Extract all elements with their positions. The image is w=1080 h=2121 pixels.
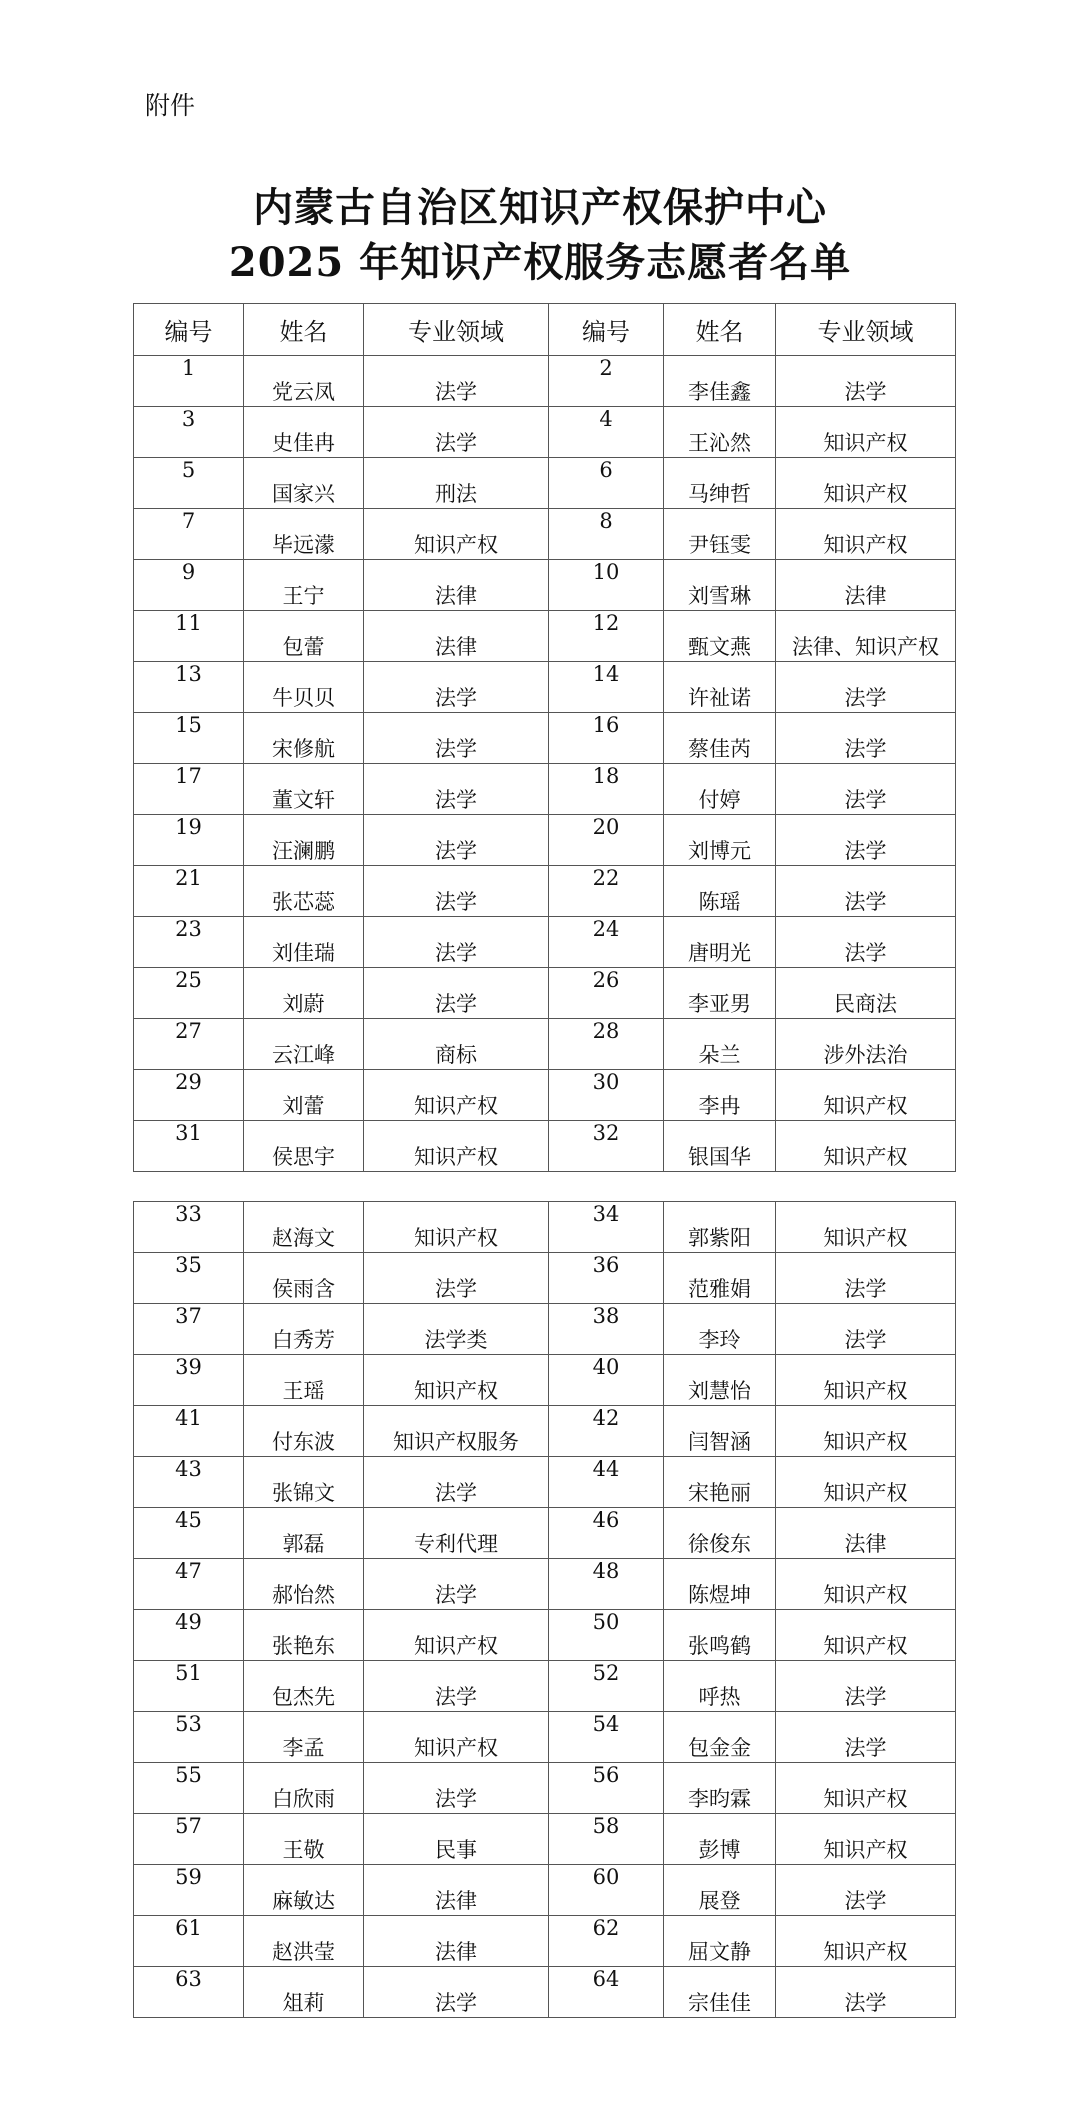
table-row (134, 1202, 956, 1253)
cell-name: 闫智涵 (664, 1406, 776, 1457)
table-row (134, 815, 956, 866)
table-row (134, 713, 956, 764)
cell-name: 屈文静 (664, 1916, 776, 1967)
table-row (134, 1661, 956, 1712)
table-row (134, 1019, 956, 1070)
cell-field: 法律 (364, 560, 549, 611)
cell-name: 李玲 (664, 1304, 776, 1355)
cell-name: 张锦文 (244, 1457, 364, 1508)
cell-number: 30 (549, 1070, 664, 1121)
cell-number: 6 (549, 458, 664, 509)
volunteer-table-2 (133, 1201, 956, 2018)
table-row (134, 1865, 956, 1916)
cell-name: 李昀霖 (664, 1763, 776, 1814)
cell-field: 法学 (364, 866, 549, 917)
cell-number: 64 (549, 1967, 664, 2018)
cell-field: 法学 (364, 1967, 549, 2018)
cell-field: 知识产权 (776, 1559, 956, 1610)
cell-field: 法律 (364, 611, 549, 662)
table-row (134, 1121, 956, 1172)
cell-field: 法律、知识产权 (776, 611, 956, 662)
cell-field: 知识产权 (776, 1610, 956, 1661)
cell-field: 法律 (364, 1865, 549, 1916)
cell-number: 5 (134, 458, 244, 509)
cell-name: 刘佳瑞 (244, 917, 364, 968)
cell-number: 61 (134, 1916, 244, 1967)
cell-number: 54 (549, 1712, 664, 1763)
cell-name: 唐明光 (664, 917, 776, 968)
cell-field: 刑法 (364, 458, 549, 509)
title-line-1: 内蒙古自治区知识产权保护中心 (253, 184, 827, 231)
cell-name: 王敬 (244, 1814, 364, 1865)
header-cell: 姓名 (244, 304, 364, 356)
cell-field: 法学 (776, 1712, 956, 1763)
cell-number: 38 (549, 1304, 664, 1355)
cell-name: 白欣雨 (244, 1763, 364, 1814)
table-row (134, 1406, 956, 1457)
cell-name: 毕远濛 (244, 509, 364, 560)
cell-name: 董文轩 (244, 764, 364, 815)
cell-name: 付东波 (244, 1406, 364, 1457)
cell-field: 法学 (776, 1865, 956, 1916)
cell-field: 法学 (776, 356, 956, 407)
cell-name: 许祉诺 (664, 662, 776, 713)
cell-field: 法学 (364, 356, 549, 407)
cell-field: 知识产权 (364, 1121, 549, 1172)
cell-field: 知识产权 (776, 1763, 956, 1814)
cell-name: 李亚男 (664, 968, 776, 1019)
cell-name: 张芯蕊 (244, 866, 364, 917)
cell-number: 37 (134, 1304, 244, 1355)
table-row (134, 1763, 956, 1814)
cell-name: 付婷 (664, 764, 776, 815)
cell-field: 法律 (364, 1916, 549, 1967)
cell-field: 法学 (364, 968, 549, 1019)
cell-field: 法学 (776, 764, 956, 815)
cell-number: 23 (134, 917, 244, 968)
cell-name: 王瑶 (244, 1355, 364, 1406)
table-row (134, 968, 956, 1019)
cell-name: 王宁 (244, 560, 364, 611)
cell-field: 法学 (776, 866, 956, 917)
cell-number: 11 (134, 611, 244, 662)
table-row (134, 1304, 956, 1355)
cell-number: 46 (549, 1508, 664, 1559)
cell-name: 侯雨含 (244, 1253, 364, 1304)
cell-name: 范雅娟 (664, 1253, 776, 1304)
cell-name: 尹钰雯 (664, 509, 776, 560)
cell-number: 10 (549, 560, 664, 611)
table-row (134, 1559, 956, 1610)
cell-number: 8 (549, 509, 664, 560)
cell-name: 彭博 (664, 1814, 776, 1865)
cell-field: 知识产权 (776, 1202, 956, 1253)
cell-number: 40 (549, 1355, 664, 1406)
cell-name: 汪澜鹏 (244, 815, 364, 866)
cell-name: 张鸣鹤 (664, 1610, 776, 1661)
header-cell: 专业领域 (776, 304, 956, 356)
title-line-2: 2025 年知识产权服务志愿者名单 (228, 239, 852, 286)
header-cell: 姓名 (664, 304, 776, 356)
cell-name: 赵海文 (244, 1202, 364, 1253)
cell-number: 39 (134, 1355, 244, 1406)
volunteer-table-1 (133, 303, 956, 1172)
cell-field: 专利代理 (364, 1508, 549, 1559)
table-row (134, 866, 956, 917)
cell-number: 20 (549, 815, 664, 866)
cell-field: 民商法 (776, 968, 956, 1019)
cell-field: 知识产权 (776, 509, 956, 560)
cell-name: 侯思宇 (244, 1121, 364, 1172)
cell-field: 法学 (364, 1763, 549, 1814)
cell-number: 63 (134, 1967, 244, 2018)
cell-name: 甄文燕 (664, 611, 776, 662)
cell-name: 马绅哲 (664, 458, 776, 509)
cell-number: 3 (134, 407, 244, 458)
cell-number: 44 (549, 1457, 664, 1508)
table-row (134, 1253, 956, 1304)
cell-number: 13 (134, 662, 244, 713)
cell-name: 李佳鑫 (664, 356, 776, 407)
cell-number: 25 (134, 968, 244, 1019)
cell-number: 17 (134, 764, 244, 815)
table-header-row (134, 304, 956, 356)
header-cell: 专业领域 (364, 304, 549, 356)
table-row (134, 1355, 956, 1406)
cell-field: 法学 (364, 917, 549, 968)
cell-number: 59 (134, 1865, 244, 1916)
cell-field: 法学 (776, 815, 956, 866)
cell-field: 法学 (776, 917, 956, 968)
cell-field: 涉外法治 (776, 1019, 956, 1070)
cell-name: 国家兴 (244, 458, 364, 509)
table-row (134, 1610, 956, 1661)
cell-number: 33 (134, 1202, 244, 1253)
cell-name: 麻敏达 (244, 1865, 364, 1916)
cell-field: 法学 (364, 662, 549, 713)
cell-name: 银国华 (664, 1121, 776, 1172)
cell-field: 知识产权 (364, 1610, 549, 1661)
cell-number: 29 (134, 1070, 244, 1121)
cell-number: 36 (549, 1253, 664, 1304)
cell-number: 58 (549, 1814, 664, 1865)
cell-name: 陈瑶 (664, 866, 776, 917)
cell-field: 知识产权 (776, 1121, 956, 1172)
table-row (134, 407, 956, 458)
cell-field: 知识产权 (776, 1070, 956, 1121)
cell-number: 34 (549, 1202, 664, 1253)
cell-field: 知识产权 (364, 1712, 549, 1763)
cell-number: 41 (134, 1406, 244, 1457)
cell-number: 14 (549, 662, 664, 713)
cell-field: 知识产权 (776, 458, 956, 509)
cell-number: 2 (549, 356, 664, 407)
cell-name: 陈煜坤 (664, 1559, 776, 1610)
cell-name: 张艳东 (244, 1610, 364, 1661)
cell-name: 白秀芳 (244, 1304, 364, 1355)
cell-number: 60 (549, 1865, 664, 1916)
cell-number: 27 (134, 1019, 244, 1070)
cell-field: 知识产权服务 (364, 1406, 549, 1457)
cell-name: 刘博元 (664, 815, 776, 866)
cell-name: 徐俊东 (664, 1508, 776, 1559)
cell-number: 43 (134, 1457, 244, 1508)
cell-name: 王沁然 (664, 407, 776, 458)
cell-field: 法学 (364, 764, 549, 815)
table-row (134, 662, 956, 713)
cell-name: 刘蔚 (244, 968, 364, 1019)
cell-name: 李孟 (244, 1712, 364, 1763)
cell-field: 法学 (364, 407, 549, 458)
cell-field: 商标 (364, 1019, 549, 1070)
cell-number: 47 (134, 1559, 244, 1610)
table-row (134, 509, 956, 560)
cell-name: 李冉 (664, 1070, 776, 1121)
cell-name: 牛贝贝 (244, 662, 364, 713)
cell-name: 史佳冉 (244, 407, 364, 458)
cell-name: 蔡佳芮 (664, 713, 776, 764)
cell-number: 21 (134, 866, 244, 917)
cell-name: 刘蕾 (244, 1070, 364, 1121)
cell-number: 31 (134, 1121, 244, 1172)
table-row (134, 1457, 956, 1508)
table-1-body (134, 356, 956, 1172)
cell-number: 57 (134, 1814, 244, 1865)
cell-name: 包金金 (664, 1712, 776, 1763)
cell-number: 51 (134, 1661, 244, 1712)
cell-number: 28 (549, 1019, 664, 1070)
cell-number: 49 (134, 1610, 244, 1661)
cell-field: 法学 (364, 713, 549, 764)
cell-number: 16 (549, 713, 664, 764)
cell-field: 法学 (776, 1253, 956, 1304)
cell-name: 俎莉 (244, 1967, 364, 2018)
cell-name: 刘慧怡 (664, 1355, 776, 1406)
cell-number: 19 (134, 815, 244, 866)
cell-number: 50 (549, 1610, 664, 1661)
cell-field: 法学 (776, 662, 956, 713)
cell-field: 知识产权 (364, 1355, 549, 1406)
cell-number: 35 (134, 1253, 244, 1304)
cell-name: 包杰先 (244, 1661, 364, 1712)
table-row (134, 1508, 956, 1559)
cell-field: 知识产权 (776, 1457, 956, 1508)
cell-field: 法学 (364, 1559, 549, 1610)
table-row (134, 1070, 956, 1121)
cell-name: 云江峰 (244, 1019, 364, 1070)
cell-number: 9 (134, 560, 244, 611)
cell-number: 18 (549, 764, 664, 815)
cell-field: 知识产权 (776, 1916, 956, 1967)
cell-field: 法学 (364, 1253, 549, 1304)
cell-name: 刘雪琳 (664, 560, 776, 611)
attachment-label: 附件 (145, 91, 196, 120)
cell-number: 4 (549, 407, 664, 458)
header-cell: 编号 (549, 304, 664, 356)
cell-field: 法律 (776, 1508, 956, 1559)
cell-number: 32 (549, 1121, 664, 1172)
cell-number: 53 (134, 1712, 244, 1763)
table-row (134, 1814, 956, 1865)
table-row (134, 764, 956, 815)
cell-field: 法学 (364, 1661, 549, 1712)
cell-name: 郭紫阳 (664, 1202, 776, 1253)
table-row (134, 1916, 956, 1967)
cell-field: 知识产权 (364, 509, 549, 560)
cell-field: 知识产权 (776, 1355, 956, 1406)
cell-number: 45 (134, 1508, 244, 1559)
cell-number: 22 (549, 866, 664, 917)
cell-field: 法律 (776, 560, 956, 611)
table-row (134, 611, 956, 662)
cell-field: 法学 (364, 815, 549, 866)
table-row (134, 356, 956, 407)
cell-field: 法学 (776, 1304, 956, 1355)
cell-number: 26 (549, 968, 664, 1019)
table-row (134, 560, 956, 611)
cell-field: 法学 (776, 1661, 956, 1712)
cell-name: 展登 (664, 1865, 776, 1916)
cell-number: 48 (549, 1559, 664, 1610)
cell-name: 党云凤 (244, 356, 364, 407)
cell-field: 知识产权 (776, 1814, 956, 1865)
table-row (134, 917, 956, 968)
cell-number: 52 (549, 1661, 664, 1712)
cell-name: 包蕾 (244, 611, 364, 662)
cell-field: 知识产权 (776, 407, 956, 458)
table-2-body (134, 1202, 956, 2018)
table-row (134, 1712, 956, 1763)
cell-name: 宗佳佳 (664, 1967, 776, 2018)
cell-number: 42 (549, 1406, 664, 1457)
cell-field: 法学类 (364, 1304, 549, 1355)
cell-name: 赵洪莹 (244, 1916, 364, 1967)
cell-number: 55 (134, 1763, 244, 1814)
cell-name: 郝怡然 (244, 1559, 364, 1610)
table-row (134, 458, 956, 509)
table-row (134, 1967, 956, 2018)
cell-name: 郭磊 (244, 1508, 364, 1559)
cell-name: 宋艳丽 (664, 1457, 776, 1508)
cell-field: 知识产权 (776, 1406, 956, 1457)
cell-number: 7 (134, 509, 244, 560)
cell-field: 民事 (364, 1814, 549, 1865)
cell-field: 法学 (776, 1967, 956, 2018)
cell-name: 朵兰 (664, 1019, 776, 1070)
cell-number: 15 (134, 713, 244, 764)
cell-number: 56 (549, 1763, 664, 1814)
cell-number: 62 (549, 1916, 664, 1967)
cell-number: 24 (549, 917, 664, 968)
cell-name: 宋修航 (244, 713, 364, 764)
cell-field: 知识产权 (364, 1202, 549, 1253)
cell-number: 1 (134, 356, 244, 407)
cell-field: 法学 (776, 713, 956, 764)
header-cell: 编号 (134, 304, 244, 356)
cell-field: 知识产权 (364, 1070, 549, 1121)
cell-number: 12 (549, 611, 664, 662)
cell-field: 法学 (364, 1457, 549, 1508)
cell-name: 呼热 (664, 1661, 776, 1712)
